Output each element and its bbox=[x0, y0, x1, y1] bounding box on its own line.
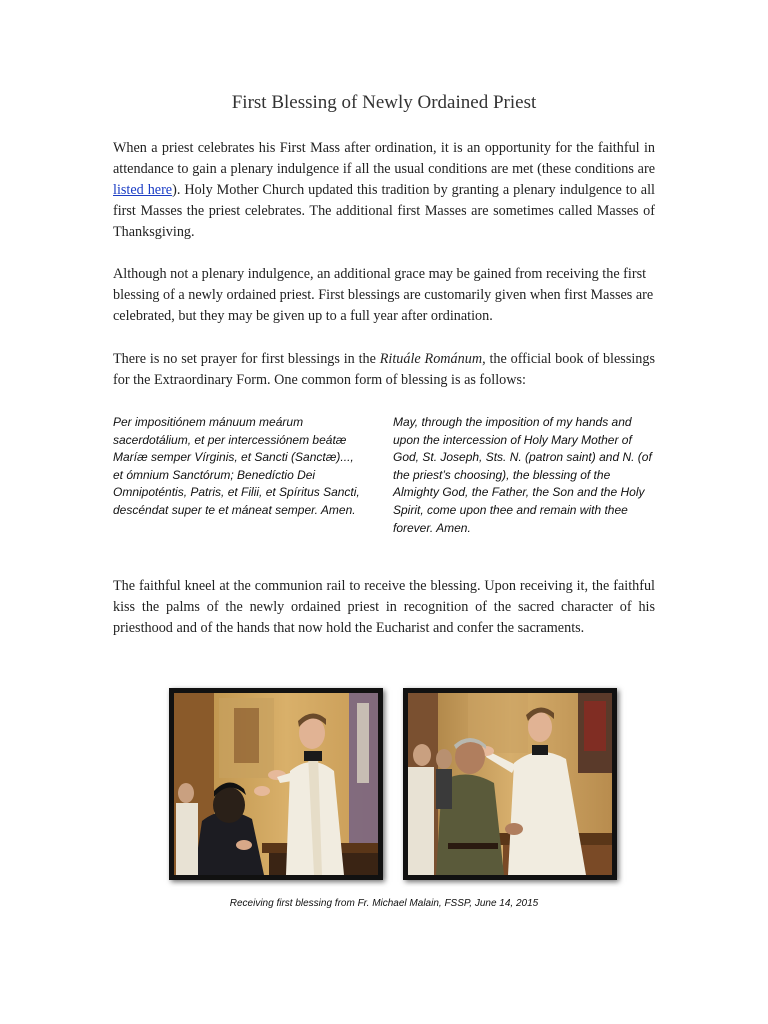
listed-here-link[interactable]: listed here bbox=[113, 182, 173, 198]
paragraph-rituale bbox=[113, 349, 655, 391]
paragraph-first-mass-text-b: ). Holy Mother Church updated this tradition by granting a plenary indulgence to all first Masses the priest celebrates. The additional first Masses are sometimes called Masses of Thanksgiving. bbox=[113, 182, 655, 240]
paragraph-rituale-text-a: There is no set prayer for first blessings in the bbox=[113, 351, 380, 367]
rituale-romanum-title: Rituále Románum bbox=[379, 351, 483, 367]
paragraph-rituale-text-b: , the official book of blessings for the Extraordinary Form. One common form of blessing is as follows: bbox=[113, 351, 655, 388]
prayer-latin: Per impositiónem mánuum meárum sacerdotálium, et per intercessiónem beátæ Maríæ semper Vírginis, et Sancti (Sanctæ)..., et ómnium Sanctórum; Benedíctio Dei Omnipoténtis, Patris, et Filii, et Spíritus Sancti, descéndat super te et máneat semper. Amen. bbox=[113, 415, 360, 517]
paragraph-first-mass-text-a: When a priest celebrates his First Mass after ordination, it is an opportunity for the faithful in attendance to gain a plenary indulgence if all the usual conditions are met (these conditions are bbox=[113, 140, 655, 177]
photo-blessing-right-image bbox=[408, 693, 612, 875]
photo-caption: Receiving first blessing from Fr. Michael Malain, FSSP, June 14, 2015 bbox=[229, 898, 539, 909]
page-title: First Blessing of Newly Ordained Priest bbox=[231, 92, 537, 113]
prayer-english: May, through the imposition of my hands and upon the intercession of Holy Mary Mother of God, St. Joseph, Sts. N. (patron saint) and N. (of the priest’s choosing), the blessing of the Almighty God, the Father, the Son and the Holy Spirit, come upon thee and remain with thee forever. Amen. bbox=[393, 415, 652, 535]
photo-blessing-left bbox=[169, 688, 383, 880]
photo-blessing-right bbox=[403, 688, 617, 880]
photo-blessing-left-image bbox=[174, 693, 378, 875]
paragraph-communion-rail: The faithful kneel at the communion rail to receive the blessing. Upon receiving it, the faithful kiss the palms of the newly ordained priest in recognition of the sacred character of his priesthood and of the hands that now hold the Eucharist and confer the sacraments. bbox=[113, 578, 655, 636]
paragraph-additional-grace: Although not a plenary indulgence, an additional grace may be gained from receiving the first blessing of a newly ordained priest. First blessings are customarily given when first Masses are celebrated, but they may be given up to a full year after ordination. bbox=[113, 266, 654, 324]
paragraph-first-mass bbox=[113, 138, 655, 243]
